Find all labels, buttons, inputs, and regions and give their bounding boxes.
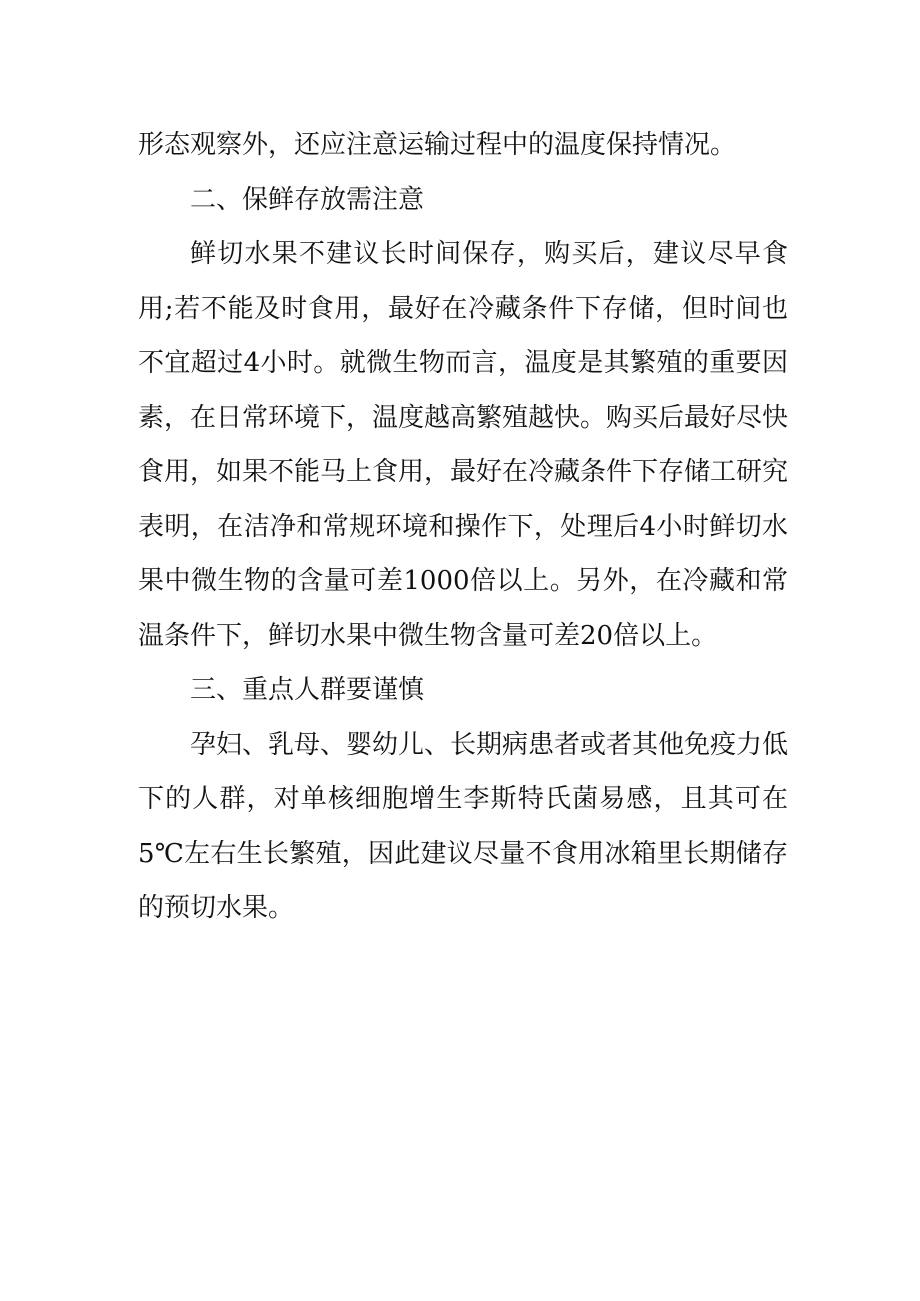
document-body: [138, 118, 788, 936]
paragraph-continuation: 形态观察外，还应注意运输过程中的温度保持情况。: [138, 130, 737, 160]
section-heading-key-groups: 三、重点人群要谨慎: [190, 675, 425, 705]
paragraph-storage: 鲜切水果不建议长时间保存，购买后，建议尽早食用;若不能及时食用，最好在冷藏条件下存储，但时间也不宜超过4小时。就微生物而言，温度是其繁殖的重要因素，在日常环境下，温度越高繁殖越快。购买后最好尽快食用，如果不能马上食用，最好在冷藏条件下存储工研究表明，在洁净和常规环境和操作下，处理后4小时鲜切水果中微生物的含量可差1000倍以上。另外，在冷藏和常温条件下，鲜切水果中微生物含量可差20倍以上。: [138, 239, 789, 651]
paragraph-key-groups: 孕妇、乳母、婴幼儿、长期病患者或者其他免疫力低下的人群，对单核细胞增生李斯特氏菌易感，且其可在5℃左右生长繁殖，因此建议尽量不食用冰箱里长期储存的预切水果。: [138, 729, 789, 923]
section-heading-storage: 二、保鲜存放需注意: [190, 184, 425, 215]
